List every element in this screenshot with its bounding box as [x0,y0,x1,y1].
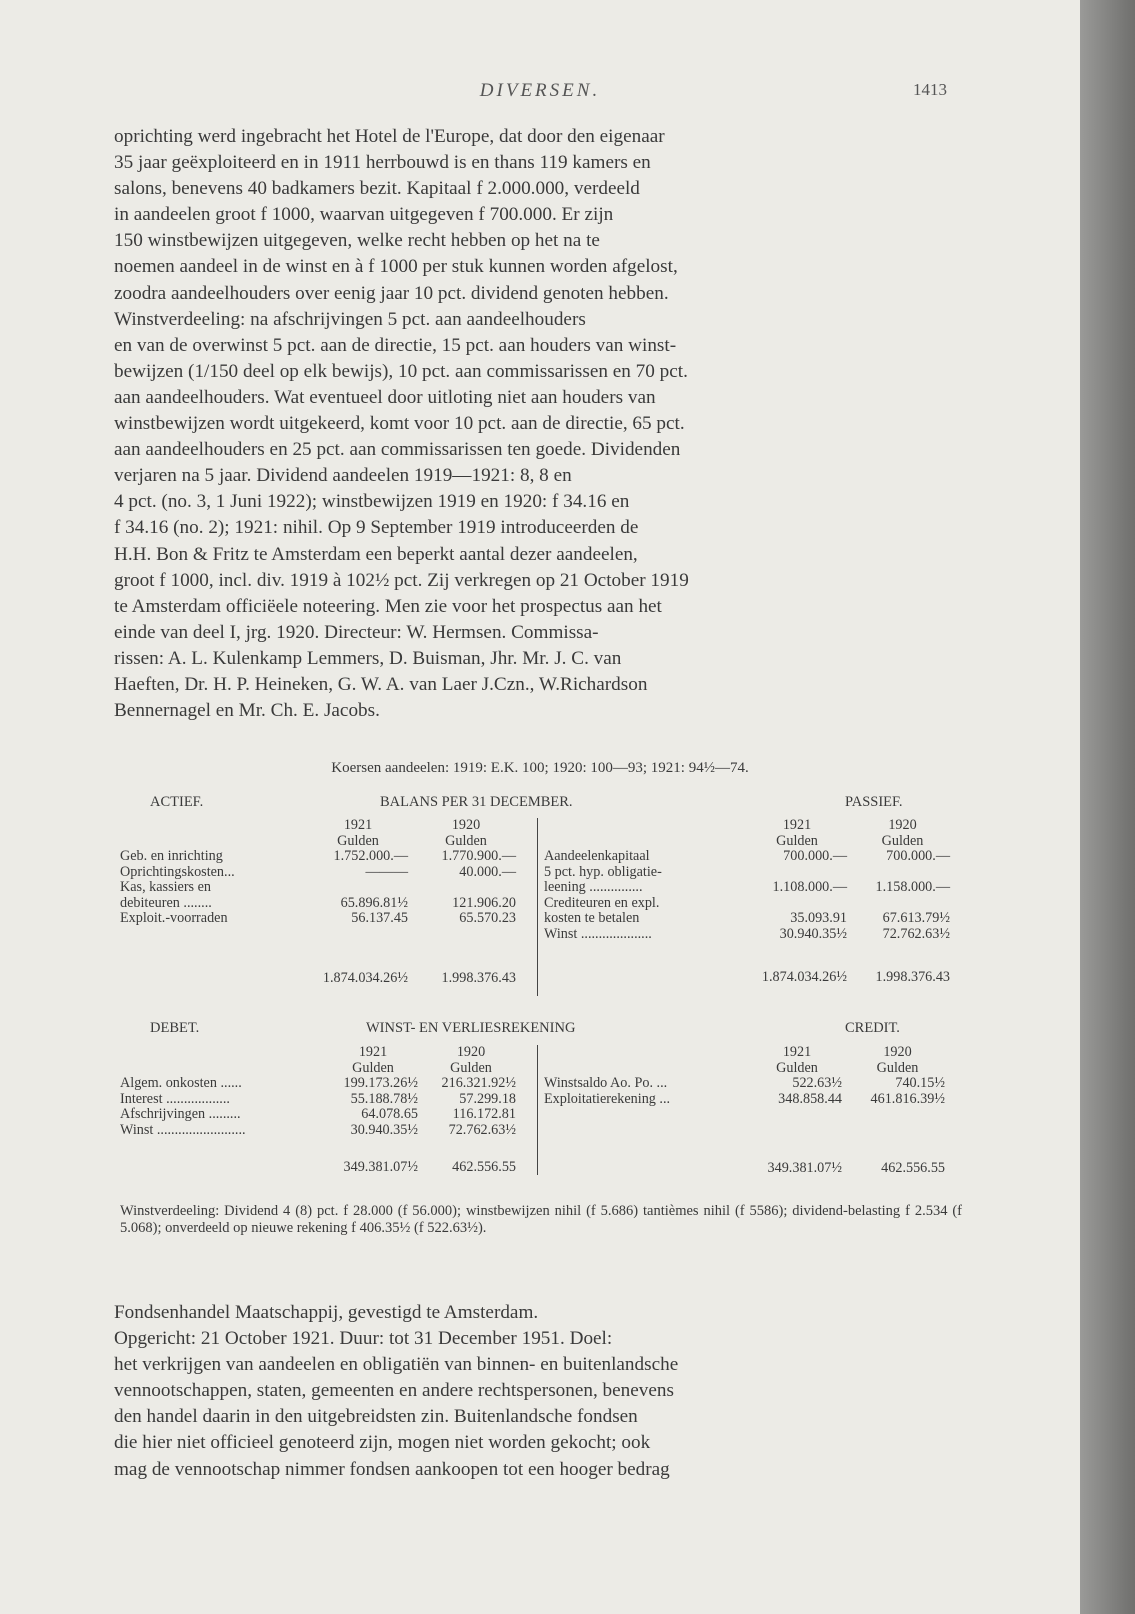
body-line: het verkrijgen van aandeelen en obligatiën van binnen- en buitenlandsche [114,1354,679,1376]
body-line: 150 winstbewijzen uitgegeven, welke recht hebben op het na te [114,230,600,252]
unit-label: Gulden [445,832,487,849]
body-line: den handel daarin in den uitgebreidsten zin. Buitenlandsche fondsen [114,1406,638,1428]
body-line: te Amsterdam officiëele noteering. Men zie voor het prospectus aan het [114,595,662,617]
body-line: Opgericht: 21 October 1921. Duur: tot 31 December 1951. Doel: [114,1328,613,1350]
column-divider [537,818,538,996]
body-line: rissen: A. L. Kulenkamp Lemmers, D. Buisman, Jhr. Mr. J. C. van [114,647,622,669]
year-label: 1920 [451,817,481,833]
body-line: mag de vennootschap nimmer fondsen aankoopen tot een hooger bedrag [114,1458,670,1480]
table-row: Winst ......................... 30.940.35½ 72.762.63½ [120,1121,516,1138]
body-line: winstbewijzen wordt uitgekeerd, komt voor 10 pct. aan de directie, 65 pct. [114,413,685,435]
winst-debet-table: 1921 1920 Gulden Gulden Algem. onkosten ...... 199.173.26½ 216.321.92½ Interest .................. 55.188.78½ 57.299.18 Afschrijvingen ......... 64.078.65 116.172.81 Winst ......................... 30.940.35½ 72.762.63½ 349.381.07½ 462.556.55 [116,1045,520,1176]
body-line: aan aandeelhouders. Wat eventueel door uitloting niet aan houders van [114,386,656,408]
body-line: aan aandeelhouders en 25 pct. aan commissarissen ten goede. Dividenden [114,439,681,461]
koersen-line: Koersen aandeelen: 1919: E.K. 100; 1920: 100—93; 1921: 94½—74. [331,760,749,776]
body-line: zoodra aandeelhouders over eenig jaar 10 pct. dividend genoten hebben. [114,282,669,304]
column-divider [537,1045,538,1175]
table-row: Exploit.-voorraden 56.137.45 65.570.23 [120,910,516,926]
table-row: Exploitatierekening ... 348.858.44 461.816.39½ [544,1090,945,1107]
table-row: 5 pct. hyp. obligatie- [544,863,662,880]
page-number: 1413 [913,80,947,99]
year-label: 1921 [343,817,373,833]
balans-passief-table: 1921 1920 Gulden Gulden Aandeelenkapitaal 700.000.— 700.000.— 5 pct. hyp. obligatie- leening ............... 1.108.000.— 1.158.000.— Crediteuren en expl. kosten te betalen 35.093.91 67.613.79½ Winst .................... 30.940.35½ 72.762.63½ 1.874.034.26½ 1.998.376.43 [540,818,954,986]
body-line: Haeften, Dr. H. P. Heineken, G. W. A. van Laer J.Czn., W.Richardson [114,673,648,695]
total-row: 1.874.034.26½ 1.998.376.43 [761,969,950,985]
passief-heading: PASSIEF. [845,794,903,810]
body-line: die hier niet officieel genoteerd zijn, mogen niet worden gekocht; ook [114,1432,651,1454]
table-row: Oprichtingskosten... ——— 40.000.— [120,863,516,880]
table-row: debiteuren ........ 65.896.81½ 121.906.20 [120,894,516,911]
body-line: H.H. Bon & Fritz te Amsterdam een beperkt aantal dezer aandeelen, [114,543,638,565]
body-line: groot f 1000, incl. div. 1919 à 102½ pct. Zij verkregen op 21 October 1919 [114,569,689,591]
table-row: leening ............... 1.108.000.— 1.158.000.— [544,879,950,895]
winstverdeeling-note: Winstverdeeling: Dividend 4 (8) pct. f 28.000 (f 56.000); winstbewijzen nihil (f 5.686) tantièmes nihil (f 5586); dividend-belasting f 2.534 (f 5.068); onverdeeld op nieuwe rekening f 406.35½ (f 522.63½). [120,1203,962,1236]
body-line: Bennernagel en Mr. Ch. E. Jacobs. [114,700,380,722]
unit-label: Gulden [337,832,379,849]
body-line: 35 jaar geëxploiteerd en in 1911 herrbouwd is en thans 119 kamers en [114,152,651,174]
body-line: verjaren na 5 jaar. Dividend aandeelen 1919—1921: 8, 8 en [114,465,572,487]
book-binding-edge [1080,0,1135,1614]
table-row: Afschrijvingen ......... 64.078.65 116.172.81 [120,1106,516,1122]
body-line: einde van deel I, jrg. 1920. Directeur: W. Hermsen. Commissa- [114,621,599,643]
total-value: 1.874.034.26½ [322,969,408,986]
balans-heading: BALANS PER 31 DECEMBER. [380,794,573,810]
total-row: 349.381.07½ 462.556.55 [767,1160,945,1176]
body-line: Fondsenhandel Maatschappij, gevestigd te Amsterdam. [114,1302,539,1323]
body-line: oprichting werd ingebracht het Hotel de l'Europe, dat door den eigenaar [114,126,665,147]
body-paragraph [114,124,962,724]
winst-credit-table: 1921 1920 Gulden Gulden Winstsaldo Ao. Po. ... 522.63½ 740.15½ Exploitatierekening ... 348.858.44 461.816.39½ 349.381.07½ 462.556.55 [540,1045,949,1177]
body-line: 4 pct. (no. 3, 1 Juni 1922); winstbewijzen 1919 en 1920: f 34.16 en [114,491,630,513]
body-line: noemen aandeel in de winst en à f 1000 per stuk kunnen worden afgelost, [114,256,678,278]
table-row: Winstsaldo Ao. Po. ... 522.63½ 740.15½ [544,1075,945,1091]
table-row: Aandeelenkapitaal 700.000.— 700.000.— [544,848,950,864]
table-row: kosten te betalen 35.093.91 67.613.79½ [544,910,950,926]
winst-heading: WINST- EN VERLIESREKENING [366,1020,576,1036]
total-value: 1.998.376.43 [441,969,516,986]
table-row: Geb. en inrichting 1.752.000.— 1.770.900.— [120,848,516,864]
body-line: vennootschappen, staten, gemeenten en andere rechtspersonen, benevens [114,1380,674,1402]
running-title: DIVERSEN. [479,80,601,101]
table-row: Crediteuren en expl. [544,894,660,911]
balans-actief-table [116,818,520,986]
table-row: Algem. onkosten ...... 199.173.26½ 216.321.92½ [120,1075,516,1091]
total-row: 349.381.07½ 462.556.55 [343,1159,516,1175]
body-line: en van de overwinst 5 pct. aan de directie, 15 pct. aan houders van winst- [114,334,677,356]
debet-heading: DEBET. [150,1020,200,1036]
body-line: bewijzen (1/150 deel op elk bewijs), 10 pct. aan commissarissen en 70 pct. [114,360,688,382]
credit-heading: CREDIT. [845,1020,900,1036]
total-row [116,971,520,987]
body-line: salons, benevens 40 badkamers bezit. Kapitaal f 2.000.000, verdeeld [114,178,640,200]
body-line: in aandeelen groot f 1000, waarvan uitgegeven f 700.000. Er zijn [114,204,614,226]
table-row: Interest .................. 55.188.78½ 57.299.18 [120,1090,516,1107]
table-row: Kas, kassiers en [120,879,212,895]
body-line: f 34.16 (no. 2); 1921: nihil. Op 9 September 1919 introduceerden de [114,517,639,539]
actief-heading: ACTIEF. [150,794,204,810]
table-row: Winst .................... 30.940.35½ 72.762.63½ [544,925,950,942]
fondsenhandel-paragraph [114,1300,962,1483]
body-line: Winstverdeeling: na afschrijvingen 5 pct. aan aandeelhouders [114,308,586,330]
